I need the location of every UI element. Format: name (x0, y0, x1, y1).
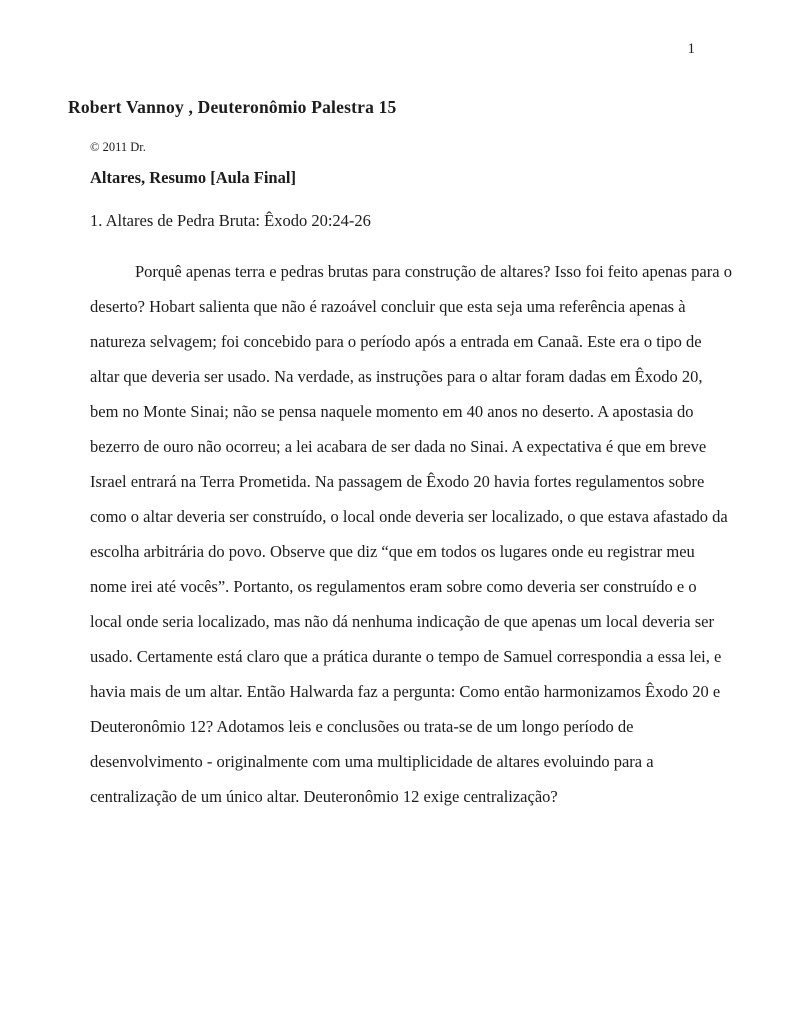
section-heading: 1. Altares de Pedra Bruta: Êxodo 20:24-26 (90, 211, 371, 230)
body-paragraph: Porquê apenas terra e pedras brutas para construção de altares? Isso foi feito apenas para o deserto? Hobart salienta que não é razoável concluir que esta seja uma referência apenas à natureza selvagem; foi concebido para o período após a entrada em Canaã. Este era o tipo de altar que deveria ser usado. Na verdade, as instruções para o altar foram dadas em Êxodo 20, bem no Monte Sinai; não se pensa naquele momento em 40 anos no deserto. A apostasia do bezerro de ouro não ocorreu; a lei acabara de ser dada no Sinai. A expectativa é que em breve Israel entrará na Terra Prometida. Na passagem de Êxodo 20 havia fortes regulamentos sobre como o altar deveria ser construído, o local onde deveria ser localizado, o que estava afastado da escolha arbitrária do povo. Observe que diz “que em todos os lugares onde eu registrar meu nome irei até vocês”. Portanto, os regulamentos eram sobre como deveria ser construído e o local onde seria localizado, mas não dá nenhuma indicação de que apenas um local deveria ser usado. Certamente está claro que a prática durante o tempo de Samuel correspondia a essa lei, e havia mais de um altar. Então Halwarda faz a pergunta: Como então harmonizamos Êxodo 20 e Deuteronômio 12? Adotamos leis e conclusões ou trata-se de um longo período de desenvolvimento - originalmente com uma multiplicidade de altares evoluindo para a centralização de um único altar. Deuteronômio 12 exige centralização? (90, 262, 732, 806)
copyright-line: © 2011 Dr. (90, 140, 146, 154)
document-title: Robert Vannoy , Deuteronômio Palestra 15 (68, 97, 397, 117)
page-number: 1 (687, 41, 695, 57)
document-subtitle: Altares, Resumo [Aula Final] (90, 168, 296, 187)
